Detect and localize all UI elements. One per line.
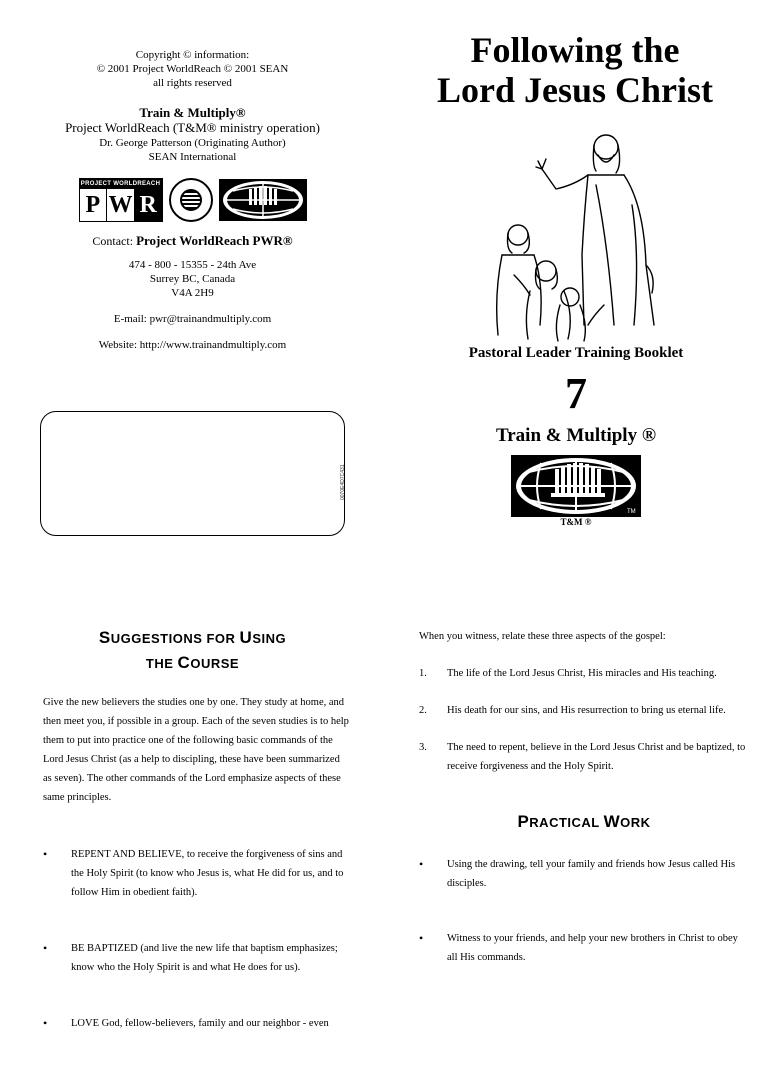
list-item: • Using the drawing, tell your family and friends how Jesus called His disciples. — [419, 855, 749, 893]
heading-cap: S — [98, 628, 111, 647]
pwr-logo-letter: R — [135, 189, 162, 221]
cover-title-line: Lord Jesus Christ — [436, 70, 714, 110]
heading-cap: P — [517, 812, 530, 831]
heading-cap: W — [603, 812, 621, 831]
suggestions-heading — [40, 626, 345, 676]
tm-caption: T&M ® — [560, 517, 592, 527]
address-line: 474 - 800 - 15355 - 24th Ave — [128, 259, 257, 271]
email-line: E-mail: pwr@trainandmultiply.com — [113, 313, 272, 325]
item-text: The need to repent, believe in the Lord Jesus Christ and be baptized, to receive forgiveness and the Holy Spirit. — [447, 742, 746, 772]
heading-text: SING — [252, 631, 287, 646]
logo-row — [40, 178, 345, 222]
heading-text: OURSE — [190, 656, 240, 671]
contact-line — [40, 234, 345, 248]
address — [40, 258, 345, 300]
pwr-logo-letter: P — [80, 189, 108, 221]
copyright-heading: Copyright © information: — [135, 49, 250, 61]
copyright-block — [40, 48, 345, 352]
cover-title — [400, 30, 750, 110]
heading-text: RACTICAL — [529, 815, 604, 830]
sean-seal-logo — [169, 178, 213, 222]
pwr-logo-letter: W — [107, 189, 135, 221]
tm-mark: TM — [627, 509, 636, 515]
practical-work-list — [419, 855, 749, 1003]
org-international: SEAN International — [148, 151, 237, 163]
pwr-logo — [79, 178, 163, 222]
practical-work-heading — [419, 812, 749, 832]
train-multiply-globe-logo — [511, 455, 641, 517]
org-author: Dr. George Patterson (Originating Author) — [99, 137, 286, 149]
list-item: • REPENT AND BELIEVE, to receive the forgiveness of sins and the Holy Spirit (to know who Jesus is, what He did for us, and to follow Him in obedient faith). — [43, 845, 351, 902]
item-text: His death for our sins, and His resurrection to bring us eternal life. — [447, 705, 726, 716]
contact-label: Contact: — [92, 234, 134, 248]
address-line: Surrey BC, Canada — [149, 273, 236, 285]
contact-name: Project WorldReach PWR® — [136, 233, 293, 248]
item-number: 1. — [419, 668, 427, 679]
train-multiply-title: Train & Multiply ® — [495, 425, 657, 446]
heading-text: UGGESTIONS FOR — [110, 631, 240, 646]
item-number: 2. — [419, 705, 427, 716]
booklet-number: 7 — [565, 369, 587, 418]
item-number: 3. — [419, 742, 427, 753]
side-code: 0070E4D7C431 — [340, 464, 346, 500]
booklet-label: Pastoral Leader Training Booklet — [468, 345, 684, 361]
list-item: • BE BAPTIZED (and live the new life that baptism emphasizes; know who the Holy Spirit is and what He does for us). — [43, 939, 351, 977]
list-item — [419, 738, 749, 776]
list-item — [419, 664, 749, 683]
list-item: • Witness to your friends, and help your new brothers in Christ to obey all His commands. — [419, 929, 749, 967]
address-line: V4A 2H9 — [171, 287, 214, 299]
suggestions-intro: Give the new believers the studies one by one. They study at home, and then meet you, if possible in a group. Each of the seven studies is to help them to put into practice one of the following basic commands of the Lord Jesus Christ (as a help to discipling, these have been summarized as seven). The other commands of the Lord emphasize aspects of these same principles. — [43, 697, 349, 803]
website-line: Website: http://www.trainandmultiply.com — [98, 339, 287, 351]
cover-title-line: Following the — [470, 30, 680, 70]
copyright-rights: all rights reserved — [153, 77, 232, 89]
heading-text: THE — [145, 656, 178, 671]
org-operation: Project WorldReach (T&M® ministry operation) — [65, 120, 320, 135]
org-title: Train & Multiply® — [139, 105, 246, 120]
heading-cap: C — [177, 653, 191, 672]
heading-text: ORK — [620, 815, 651, 830]
jesus-disciples-illustration — [484, 125, 664, 343]
list-item — [419, 701, 749, 720]
mailing-address-box — [40, 411, 345, 536]
commands-list — [43, 845, 351, 1070]
copyright-line: © 2001 Project WorldReach © 2001 SEAN — [96, 63, 289, 75]
gospel-aspects-list — [419, 664, 749, 794]
witness-intro: When you witness, relate these three aspects of the gospel: — [419, 631, 666, 642]
pwr-logo-band: PROJECT WORLDREACH — [80, 181, 161, 187]
item-text: The life of the Lord Jesus Christ, His miracles and His teaching. — [447, 668, 717, 679]
heading-cap: U — [239, 628, 253, 647]
list-item: • LOVE God, fellow-believers, family and our neighbor - even — [43, 1014, 351, 1033]
train-multiply-globe-logo — [219, 179, 307, 221]
